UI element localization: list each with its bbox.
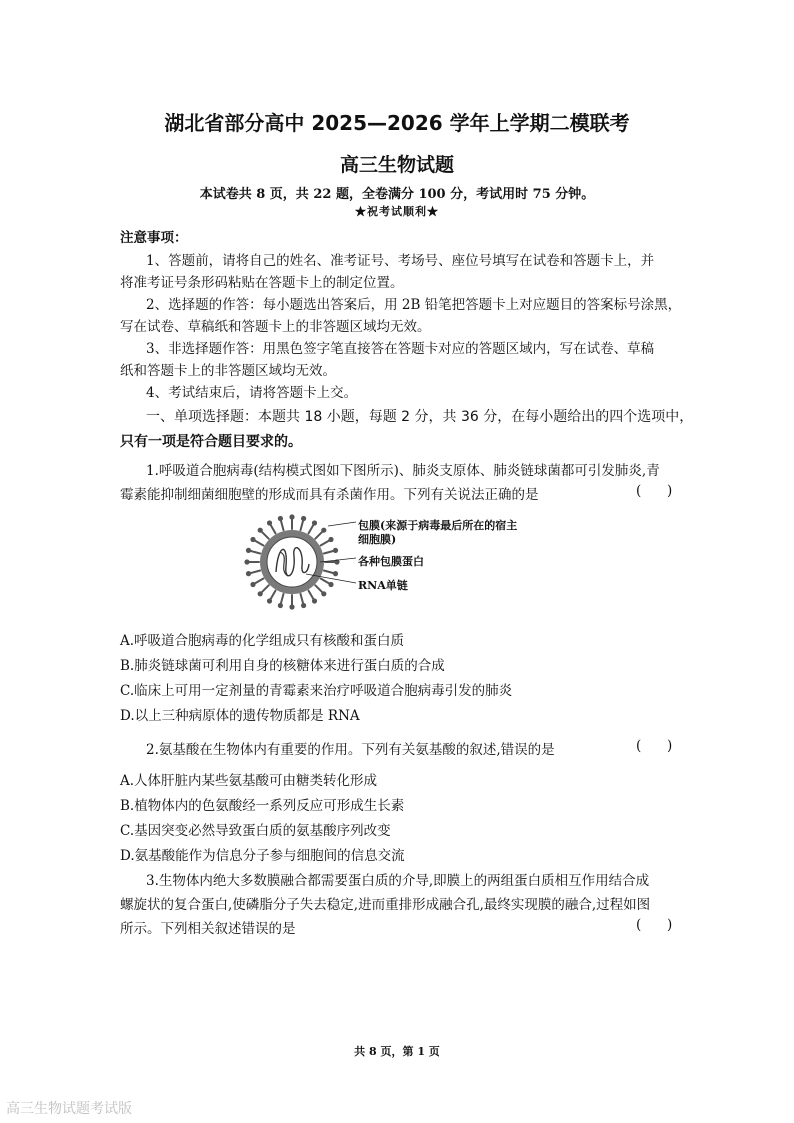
q2-answer-paren: ( ) bbox=[636, 738, 673, 754]
section-heading-line1: 一、单项选择题：本题共 18 小题，每题 2 分，共 36 分，在每小题给出的四个选项中， bbox=[146, 409, 694, 425]
q2-stem: 2.氨基酸在生物体内有重要的作用。下列有关氨基酸的叙述,错误的是 bbox=[146, 742, 555, 758]
notice-item-1-cont: 将准考证号条形码粘贴在答题卡上的制定位置。 bbox=[120, 275, 404, 291]
notice-item-3-cont: 纸和答题卡上的非答题区域均无效。 bbox=[120, 363, 336, 379]
label-envelope-cont: 细胞膜) bbox=[358, 533, 397, 546]
page-footer: 共 8 页，第 1 页 bbox=[354, 1045, 440, 1058]
q1-stem-line1: 1.呼吸道合胞病毒(结构模式图如下图所示)、肺炎支原体、肺炎链球菌都可引发肺炎,青 bbox=[146, 463, 660, 479]
q3-stem-line2: 螺旋状的复合蛋白,使磷脂分子失去稳定,进而重排形成融合孔,最终实现膜的融合,过程如图 bbox=[120, 897, 651, 913]
q1-stem-line2: 霉素能抑制细菌细胞壁的形成而具有杀菌作用。下列有关说法正确的是 bbox=[120, 487, 539, 503]
exam-info: 本试卷共 8 页，共 22 题，全卷满分 100 分，考试用时 75 分钟。 bbox=[199, 187, 595, 202]
label-envelope: 包膜(来源于病毒最后所在的宿主 bbox=[358, 519, 518, 532]
q2-option-a: A.人体肝脏内某些氨基酸可由糖类转化形成 bbox=[120, 773, 378, 789]
virus-structure-diagram bbox=[244, 512, 574, 612]
exam-title: 湖北省部分高中 2025—2026 学年上学期二模联考 bbox=[164, 111, 630, 135]
q1-option-b: B.肺炎链球菌可利用自身的核糖体来进行蛋白质的合成 bbox=[120, 658, 445, 674]
q3-answer-paren: ( ) bbox=[636, 917, 673, 933]
label-rna-single-strand: RNA单链 bbox=[358, 579, 408, 592]
q2-option-b: B.植物体内的色氨酸经一系列反应可形成生长素 bbox=[120, 798, 405, 814]
notice-item-2: 2、选择题的作答：每小题选出答案后，用 2B 铅笔把答题卡上对应题目的答案标号涂黑， bbox=[146, 297, 682, 313]
q2-option-c: C.基因突变必然导致蛋白质的氨基酸序列改变 bbox=[120, 823, 391, 839]
notice-item-1: 1、答题前，请将自己的姓名、准考证号、考场号、座位号填写在试卷和答题卡上，并 bbox=[146, 253, 655, 269]
notice-item-3: 3、非选择题作答：用黑色签字笔直接答在答题卡对应的答题区域内，写在试卷、草稿 bbox=[146, 341, 655, 357]
exam-subtitle: 高三生物试题 bbox=[339, 154, 454, 176]
notice-heading: 注意事项： bbox=[120, 230, 188, 246]
q1-answer-paren: ( ) bbox=[636, 483, 673, 499]
notice-item-4: 4、考试结束后，请将答题卡上交。 bbox=[146, 385, 358, 401]
label-envelope-proteins: 各种包膜蛋白 bbox=[358, 555, 424, 568]
q1-option-d: D.以上三种病原体的遗传物质都是 RNA bbox=[120, 708, 360, 724]
notice-item-2-cont: 写在试卷、草稿纸和答题卡上的非答题区域均无效。 bbox=[120, 319, 431, 335]
section-heading-line2: 只有一项是符合题目要求的。 bbox=[120, 434, 302, 450]
q3-stem-line3: 所示。下列相关叙述错误的是 bbox=[120, 921, 296, 937]
watermark-text: 高三生物试题考试版 bbox=[6, 1101, 132, 1117]
q1-option-a: A.呼吸道合胞病毒的化学组成只有核酸和蛋白质 bbox=[120, 633, 405, 649]
q2-option-d: D.氨基酸能作为信息分子参与细胞间的信息交流 bbox=[120, 848, 405, 864]
exam-wish: ★祝考试顺利★ bbox=[355, 205, 439, 218]
q3-stem-line1: 3.生物体内绝大多数膜融合都需要蛋白质的介导,即膜上的两组蛋白质相互作用结合成 bbox=[146, 873, 650, 889]
q1-option-c: C.临床上可用一定剂量的青霉素来治疗呼吸道合胞病毒引发的肺炎 bbox=[120, 683, 513, 699]
